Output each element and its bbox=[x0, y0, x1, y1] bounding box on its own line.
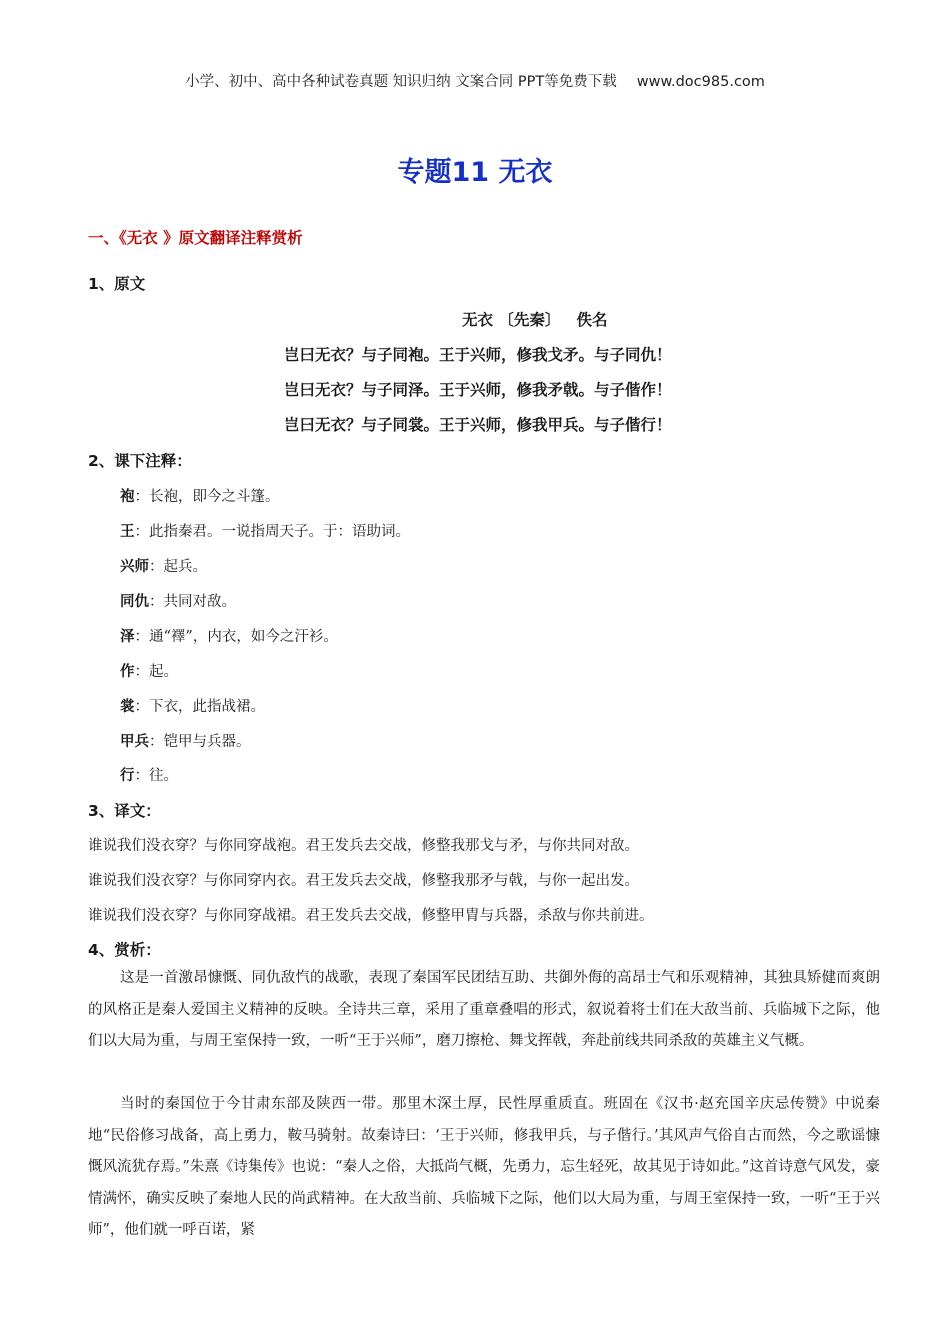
note-text: ：共同对敌。 bbox=[149, 594, 236, 610]
note-term: 作 bbox=[120, 663, 135, 680]
appreciation-paragraph: 当时的秦国位于今甘肃东部及陕西一带。那里木深土厚，民性厚重质直。班固在《汉书·赵充国辛庆忌传赞》中说秦地“民俗修习战备，高上勇力，鞍马骑射。故秦诗曰：‘王于兴师，修我甲兵，与子偕行。’其风声气俗自古而然，今之歌谣慷慨风流犹存焉。”朱熹《诗集传》也说：“秦人之俗，大抵尚气概，先勇力，忘生轻死，故其见于诗如此。”这首诗意气风发，豪情满怀，确实反映了秦地人民的尚武精神。在大敌当前、兵临城下之际，他们以大局为重，与周王室保持一致，一听“王于兴师”，他们就一呼百诺，紧 bbox=[88, 1096, 880, 1238]
note-item bbox=[120, 730, 251, 751]
note-term: 王 bbox=[120, 523, 135, 540]
page-title: 专题11 无衣 bbox=[397, 157, 553, 188]
note-term: 同仇 bbox=[120, 593, 149, 610]
poem-name: 无衣 bbox=[462, 311, 494, 329]
note-item bbox=[120, 660, 178, 681]
page-header bbox=[0, 70, 950, 91]
poem-title bbox=[462, 308, 607, 330]
subheading-notes: 2、课下注释： bbox=[88, 452, 192, 470]
note-item bbox=[120, 590, 236, 611]
note-term: 甲兵 bbox=[120, 733, 149, 750]
appreciation-paragraph: 这是一首激昂慷慨、同仇敌忾的战歌，表现了秦国军民团结互助、共御外侮的高昂士气和乐观精神，其独具矫健而爽朗的风格正是秦人爱国主义精神的反映。全诗共三章，采用了重章叠唱的形式，叙说着将士们在大敌当前、兵临城下之际，他们以大局为重，与周王室保持一致，一听“王于兴师”，磨刀擦枪、舞戈挥戟，奔赴前线共同杀敌的英雄主义气概。 bbox=[88, 970, 880, 1049]
note-item bbox=[120, 625, 338, 646]
note-item bbox=[120, 485, 280, 506]
note-term: 行 bbox=[120, 767, 135, 784]
translation-line: 谁说我们没衣穿？与你同穿战袍。君王发兵去交战，修整我那戈与矛，与你共同对敌。 bbox=[88, 838, 639, 854]
section-heading: 一、《无衣 》原文翻译注释赏析 bbox=[88, 229, 303, 247]
note-text: ：下衣，此指战裙。 bbox=[134, 699, 265, 715]
note-item bbox=[120, 764, 178, 785]
note-term: 兴师 bbox=[120, 558, 149, 575]
note-text: ：往。 bbox=[134, 768, 178, 784]
subheading-appreciation: 4、赏析： bbox=[88, 941, 161, 959]
note-term: 泽 bbox=[120, 628, 135, 645]
note-text: ：长袍，即今之斗篷。 bbox=[134, 489, 280, 505]
note-item bbox=[120, 695, 265, 716]
subheading-translation: 3、译文： bbox=[88, 802, 161, 820]
note-text: ：铠甲与兵器。 bbox=[149, 734, 251, 750]
header-url[interactable]: www.doc985.com bbox=[636, 74, 765, 90]
subheading-original: 1、原文 bbox=[88, 275, 146, 293]
note-text: ：此指秦君。一说指周天子。于：语助词。 bbox=[134, 524, 410, 540]
poem-dynasty: 〔先秦〕 bbox=[498, 311, 561, 329]
note-text: ：起。 bbox=[134, 664, 178, 680]
translation-line: 谁说我们没衣穿？与你同穿内衣。君王发兵去交战，修整我那矛与戟，与你一起出发。 bbox=[88, 873, 639, 889]
note-term: 裳 bbox=[120, 698, 135, 715]
note-item bbox=[120, 555, 207, 576]
header-text: 小学、初中、高中各种试卷真题 知识归纳 文案合同 PPT等免费下载 bbox=[185, 74, 617, 90]
note-item bbox=[120, 520, 410, 541]
note-text: ：通“襗”，内衣，如今之汗衫。 bbox=[134, 629, 338, 645]
poem-author: 佚名 bbox=[576, 311, 608, 329]
note-term: 袍 bbox=[120, 488, 135, 505]
translation-line: 谁说我们没衣穿？与你同穿战裙。君王发兵去交战，修整甲胄与兵器，杀敌与你共前进。 bbox=[88, 908, 654, 924]
poem-line: 岂曰无衣？与子同泽。王于兴师，修我矛戟。与子偕作！ bbox=[284, 381, 672, 399]
poem-line: 岂曰无衣？与子同裳。王于兴师，修我甲兵。与子偕行！ bbox=[284, 416, 672, 434]
note-text: ：起兵。 bbox=[149, 559, 207, 575]
poem-line: 岂曰无衣？与子同袍。王于兴师，修我戈矛。与子同仇！ bbox=[284, 346, 672, 364]
